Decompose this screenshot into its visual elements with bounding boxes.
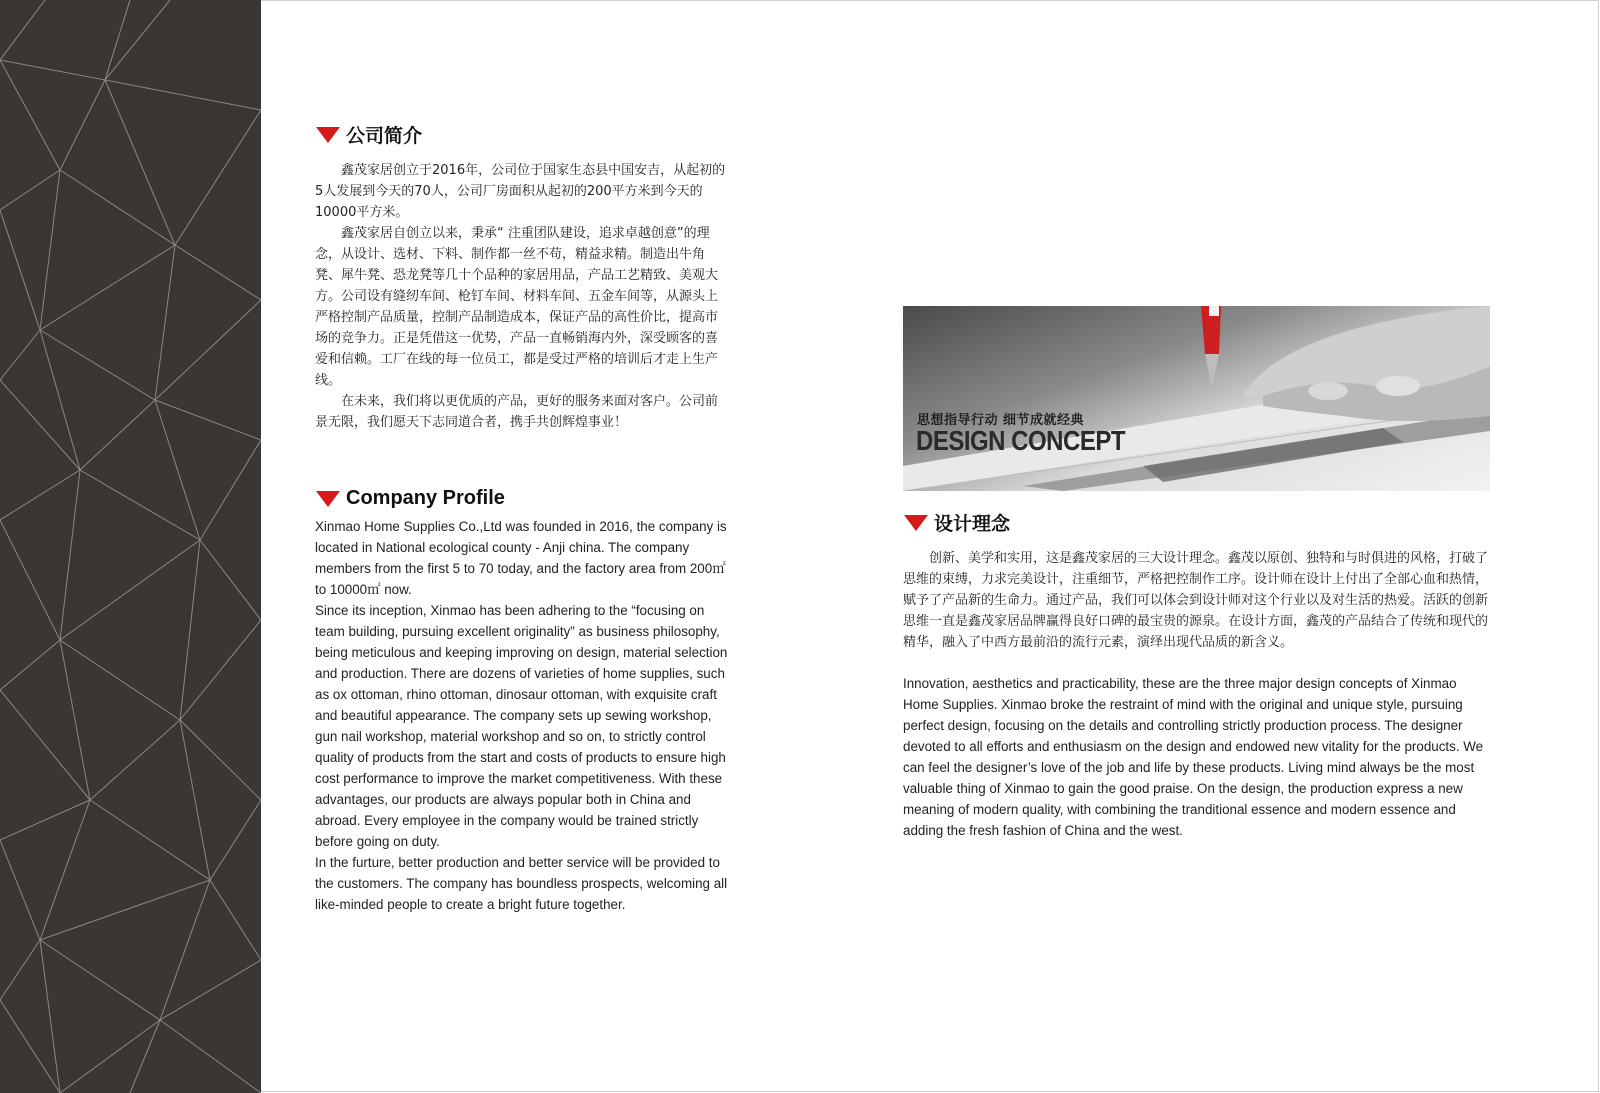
geometric-line-pattern (0, 0, 261, 1093)
red-triangle-icon (316, 491, 340, 507)
zh-paragraph: 鑫茂家居创立于2016年，公司位于国家生态县中国安吉，从起初的5人发展到今天的70人，公司厂房面积从起初的200平方米到今天的10000平方米。 (315, 163, 726, 220)
company-profile-title: Company Profile (346, 487, 505, 509)
company-profile-heading (316, 487, 505, 510)
ruler-and-pen-illustration (903, 306, 1490, 491)
design-concept-heading (904, 509, 1010, 536)
zh-paragraph: 鑫茂家居自创立以来，秉承“ 注重团队建设，追求卓越创意”的理念，从设计、选材、下料、制作都一丝不苟，精益求精。制造出牛角凳、犀牛凳、恐龙凳等几十个品种的家居用品，产品工艺精致、美观大方。公司设有缝纫车间、枪钉车间、材料车间、五金车间等，从源头上严格控制产品质量，控制产品制造成本，保证产品的高性价比，提高市场的竞争力。正是凭借这一优势，产品一直畅销海内外，深受顾客的喜爱和信赖。工厂在线的每一位员工，都是受过严格的培训后才走上生产线。 (315, 226, 719, 388)
zh-paragraph: 创新、美学和实用，这是鑫茂家居的三大设计理念。鑫茂以原创、独特和与时俱进的风格，打破了思维的束缚，力求完美设计，注重细节，严格把控制作工序。设计师在设计上付出了全部心血和热情，赋予了产品新的生命力。通过产品，我们可以体会到设计师对这个行业以及对生活的热爱。活跃的创新思维一直是鑫茂家居品牌赢得良好口碑的最宝贵的源泉。在设计方面，鑫茂的产品结合了传统和现代的精华，融入了中西方最前沿的流行元素，演绎出现代品质的新含义。 (903, 551, 1489, 650)
en-paragraph: Xinmao Home Supplies Co.,Ltd was founded in 2016, the company is located in National ecological county - Anji china. The company members from the first 5 to 70 today, and the factory area from 200㎡ to 10000㎡ now. (315, 519, 727, 597)
company-intro-zh-text (315, 160, 729, 433)
zh-paragraph: 在未来，我们将以更优质的产品，更好的服务来面对客户。公司前景无限，我们愿天下志同道合者，携手共创辉煌事业！ (315, 394, 719, 430)
red-triangle-icon (904, 515, 928, 531)
photo-caption-en: DESIGN CONCEPT (916, 426, 1126, 458)
en-paragraph: Innovation, aesthetics and practicability, these are the three major design concepts of Xinmao Home Supplies. Xinmao broke the restraint of mind with the original and unique style, pursuing perfect design, focusing on the details and controlling strictly production process. The designer devoted to all efforts and enthusiasm on the design and endowed new vitality for the products. We can feel the designer’s love of the job and life by these products. Living mind always be the most valuable thing of Xinmao to gain the good praise. On the design, the production express a new meaning of modern quality, with combining the tranditional essence and modern essence and adding the fresh fashion of China and the west. (903, 676, 1484, 838)
company-profile-en-text (315, 516, 735, 915)
en-paragraph: In the furture, better production and better service will be provided to the customers. The company has boundless prospects, welcoming all like-minded people to create a bright future together. (315, 855, 728, 912)
design-concept-en-text (903, 673, 1493, 841)
design-concept-zh-text (903, 548, 1489, 653)
design-concept-photo (903, 306, 1490, 491)
design-concept-title: 设计理念 (934, 513, 1011, 535)
red-triangle-icon (316, 127, 340, 143)
photo-caption-zh: 思想指导行动 细节成就经典 (917, 413, 1085, 428)
decorative-side-panel (0, 0, 261, 1093)
company-intro-heading (316, 121, 422, 148)
en-paragraph: Since its inception, Xinmao has been adhering to the “focusing on team building, pursuing excellent originality” as business philosophy, being meticulous and keeping improving on design, material selection and production. There are dozens of varieties of home supplies, such as ox ottoman, rhino ottoman, dinosaur ottoman, with exquisite craft and beautiful appearance. The company sets up sewing workshop, gun nail workshop, material workshop and so on, to strictly control quality of products from the start and costs of products to ensure high cost performance to improve the market competitiveness. With these advantages, our products are always popular both in China and abroad. Every employee in the company would be trained strictly before going on duty. (315, 603, 728, 849)
company-intro-title: 公司简介 (346, 125, 423, 147)
